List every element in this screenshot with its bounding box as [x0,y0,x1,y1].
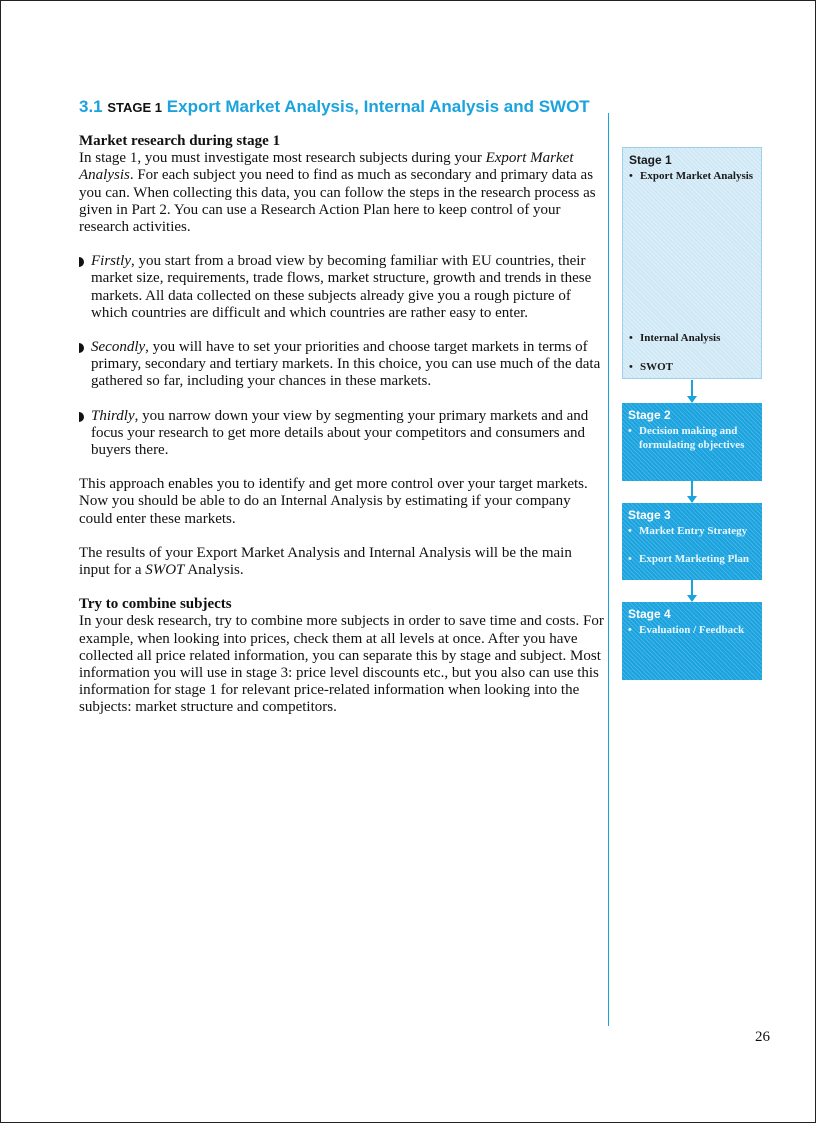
flow-arrow-3 [691,580,693,596]
intro-paragraph: In stage 1, you must investigate most research subjects during your Export Market Analysis. For each subject you need to find as much as secondary and primary data as you can. When collecting this data, you can follow the steps in the research process as given in Part 2. You can use a Research Action Plan here to keep control of your research activities. [79,150,596,236]
stage-2-title: Stage 2 [628,408,671,422]
stage-3-item-plan: • Export Marketing Plan [628,552,756,566]
sidebar-divider [608,113,609,1026]
page-number: 26 [755,1029,770,1045]
section-heading [79,97,639,117]
subheading-combine-subjects: Try to combine subjects [79,596,232,613]
bullet-thirdly: Thirdly, you narrow down your view by segmenting your primary markets and and focus your research to get more details about your competitors and consumers and buyers there. [79,408,604,460]
bullet-marker-icon [79,412,84,422]
bullet-firstly: Firstly, you start from a broad view by becoming familiar with EU countries, their market size, requirements, trade flows, market structure, growth and trends in these markets. All data collected on these subjects already give you a rough picture of which countries are difficult and which countries are rather easy to enter. [79,253,604,322]
bullet-marker-icon [79,343,84,353]
bullet-marker-icon [79,257,84,267]
flow-arrow-2 [691,481,693,497]
section-title: Export Market Analysis, Internal Analysis and SWOT [166,97,590,116]
stage-3-title: Stage 3 [628,508,671,522]
main-text [79,133,604,734]
stage-2-box [622,403,762,481]
subheading-market-research: Market research during stage 1 [79,133,281,149]
stage-1-title: Stage 1 [629,153,672,167]
stage-1-item-swot: • SWOT [629,360,673,374]
stage-4-item: • Evaluation / Feedback [628,623,756,637]
stage-1-item-internal: • Internal Analysis [629,331,720,345]
stage-label: STAGE 1 [107,100,163,115]
combine-paragraph: In your desk research, try to combine more subjects in order to save time and costs. For example, when looking into prices, check them at all levels at once. After you have collected all price related information, you can separate this by stage and subject. Most information you will use in stage 3: price level discounts etc., but you also can use this information for stage 1 for relevant price-related information when looking into the subjects: market structure and competitors. [79,613,604,716]
stage-1-box [622,147,762,379]
flow-arrow-1 [691,380,693,397]
stage-1-item-export: • Export Market Analysis [629,169,755,183]
section-number: 3.1 [79,97,103,116]
stage-2-item: • Decision making and formulating objectives [628,424,756,452]
bullet-secondly: Secondly, you will have to set your priorities and choose target markets in terms of primary, secondary and tertiary markets. In this choice, you can use much of the data gathered so far, including your chances in these markets. [79,339,604,391]
stage-4-box [622,602,762,680]
stage-3-box [622,503,762,580]
stage-4-title: Stage 4 [628,607,671,621]
stage-3-item-entry: • Market Entry Strategy [628,524,756,538]
results-paragraph: The results of your Export Market Analysis and Internal Analysis will be the main input for a SWOT Analysis. [79,544,572,579]
approach-paragraph: This approach enables you to identify and get more control over your target markets. Now you should be able to do an Internal Analysis by estimating if your company could enter these markets. [79,476,588,527]
